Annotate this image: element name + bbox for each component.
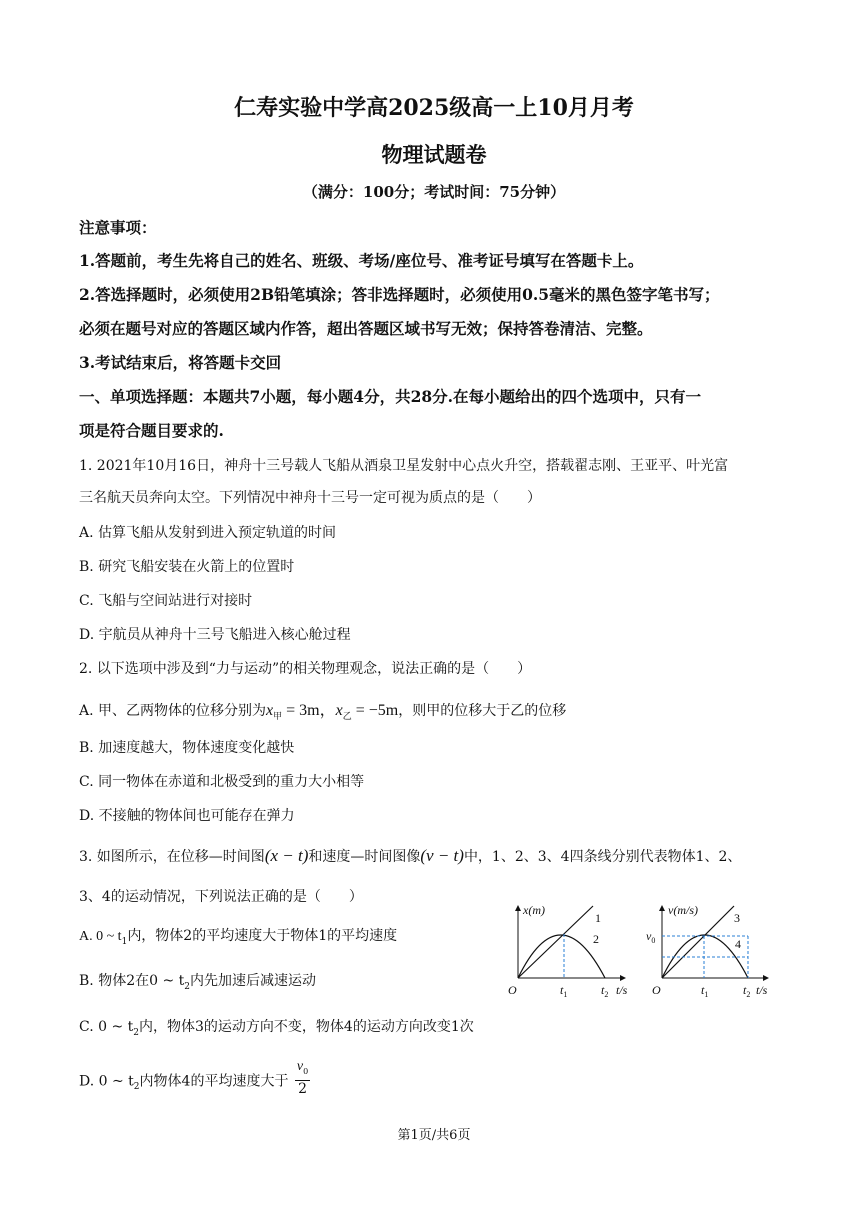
q3-option-d bbox=[79, 1059, 310, 1101]
notice-item: 2.答选择题时，必须使用2B铅笔填涂；答非选择题时，必须使用0.5毫米的黑色签字笔书写； bbox=[79, 285, 720, 304]
xt-ylabel: x(m) bbox=[523, 903, 545, 917]
q1-option-a: A. 估算飞船从发射到进入预定轨道的时间 bbox=[79, 525, 337, 541]
xt-t-axis-label: t/s bbox=[616, 983, 628, 997]
q2-a-text-post: ，则甲的位移大于乙的位移 bbox=[398, 703, 567, 719]
q3-stem-cont: 3、4的运动情况，下列说法正确的是（ ） bbox=[79, 889, 363, 905]
section-heading: 一、单项选择题：本题共7小题，每小题4分，共28分.在每小题给出的四个选项中，只有一 bbox=[79, 387, 702, 406]
q3-d-text: 内物体4的平均速度大于 bbox=[139, 1073, 289, 1090]
q1-option-d: D. 宇航员从神舟十三号飞船进入核心舱过程 bbox=[79, 627, 351, 643]
q3-stem-post: 中，1、2、3、4四条线分别代表物体1、2、 bbox=[463, 849, 742, 865]
q2-option-d: D. 不接触的物体间也可能存在弹力 bbox=[79, 808, 295, 824]
exam-title: 仁寿实验中学高2025级高一上10月月考 bbox=[234, 95, 634, 121]
q3-c-sub: 2 bbox=[133, 1027, 140, 1038]
xt-label-1: 1 bbox=[595, 911, 601, 925]
q3-xt: (x − t) bbox=[264, 846, 309, 865]
q2-stem: 2. 以下选项中涉及到“力与运动”的相关物理观念，说法正确的是（ ） bbox=[79, 661, 532, 677]
exam-info: （满分：100分；考试时间：75分钟） bbox=[302, 183, 566, 201]
q1-stem-cont: 三名航天员奔向太空。下列情况中神舟十三号一定可视为质点的是（ ） bbox=[79, 490, 541, 506]
fraction-numerator bbox=[295, 1058, 310, 1081]
vt-label-4: 4 bbox=[735, 937, 741, 951]
q3-option-c bbox=[79, 1016, 474, 1038]
page-number: 第1页/共6页 bbox=[397, 1128, 471, 1143]
q3-stem-mid: 和速度—时间图像 bbox=[308, 849, 421, 865]
q2-a-text: A. 甲、乙两物体的位移分别为 bbox=[79, 703, 267, 719]
notice-item: 1.答题前，考生先将自己的姓名、班级、考场/座位号、准考证号填写在答题卡上。 bbox=[79, 251, 644, 270]
q3-option-b bbox=[79, 970, 316, 992]
q3-option-a bbox=[79, 925, 397, 947]
xt-graph bbox=[505, 902, 635, 1002]
q3-a-text: 内，物体2的平均速度大于物体1的平均速度 bbox=[127, 928, 398, 944]
v0-var: v bbox=[296, 1059, 304, 1074]
q3-b-math: B. 物体2在0 ~ t bbox=[79, 973, 185, 989]
vt-graph bbox=[642, 902, 777, 1002]
q3-stem bbox=[79, 846, 741, 866]
q2-option-c: C. 同一物体在赤道和北极受到的重力大小相等 bbox=[79, 774, 365, 790]
vt-v0-label: $v_0$ bbox=[646, 929, 656, 945]
q3-d-fraction bbox=[295, 1058, 310, 1097]
fraction-denominator: 2 bbox=[298, 1080, 308, 1097]
q3-d-math: D. 0 ~ t bbox=[79, 1073, 134, 1090]
notice-heading: 注意事项： bbox=[79, 218, 157, 237]
q3-c-text: 内，物体3的运动方向不变，物体4的运动方向改变1次 bbox=[139, 1019, 474, 1035]
vt-origin: O bbox=[652, 983, 661, 997]
q3-c-math: C. 0 ~ t bbox=[79, 1019, 134, 1035]
q2-a-sub2: 乙 bbox=[342, 711, 352, 722]
q3-stem-text: 3. 如图所示，在位移—时间图 bbox=[79, 849, 265, 865]
xt-origin: O bbox=[508, 983, 517, 997]
vt-label-3: 3 bbox=[734, 911, 740, 925]
q1-stem: 1. 2021年10月16日，神舟十三号载人飞船从酒泉卫星发射中心点火升空，搭载翟志刚、王亚平、叶光富 bbox=[79, 458, 729, 474]
q1-option-b: B. 研究飞船安装在火箭上的位置时 bbox=[79, 559, 295, 575]
vt-t2-label: $t_2$ bbox=[743, 983, 751, 999]
q3-b-sub: 2 bbox=[184, 981, 190, 992]
notice-item: 3.考试结束后，将答题卡交回 bbox=[79, 353, 282, 372]
q2-a-eq: = 3m， bbox=[282, 702, 336, 719]
q1-option-c: C. 飞船与空间站进行对接时 bbox=[79, 593, 253, 609]
notice-item: 必须在题号对应的答题区域内作答，超出答题区域书写无效；保持答卷清洁、完整。 bbox=[79, 319, 653, 338]
xt-curve-2 bbox=[518, 935, 605, 978]
section-heading-cont: 项是符合题目要求的. bbox=[79, 421, 224, 440]
vt-ylabel: v(m/s) bbox=[668, 903, 698, 917]
v0-sub: 0 bbox=[303, 1066, 309, 1076]
q2-a-eq2: = −5m bbox=[351, 702, 399, 719]
xt-label-2: 2 bbox=[593, 932, 599, 946]
q3-d-sub: 2 bbox=[133, 1082, 140, 1093]
q3-a-math: A. 0 ~ t bbox=[79, 929, 122, 944]
q2-a-var2: x bbox=[335, 702, 343, 719]
q2-option-a bbox=[79, 697, 566, 722]
q2-a-var: x bbox=[266, 702, 274, 719]
q3-a-sub: 1 bbox=[121, 936, 128, 947]
q2-a-sub: 甲 bbox=[273, 711, 283, 722]
xt-t1-label: $t_1$ bbox=[560, 983, 568, 999]
vt-t1-label: $t_1$ bbox=[701, 983, 709, 999]
q2-option-b: B. 加速度越大，物体速度变化越快 bbox=[79, 740, 295, 756]
xt-t2-label: $t_2$ bbox=[601, 983, 609, 999]
q3-vt: (v − t) bbox=[420, 846, 464, 865]
vt-t-axis-label: t/s bbox=[756, 983, 768, 997]
q3-b-text: 内先加速后减速运动 bbox=[190, 973, 316, 989]
paper-subtitle: 物理试题卷 bbox=[381, 142, 487, 167]
